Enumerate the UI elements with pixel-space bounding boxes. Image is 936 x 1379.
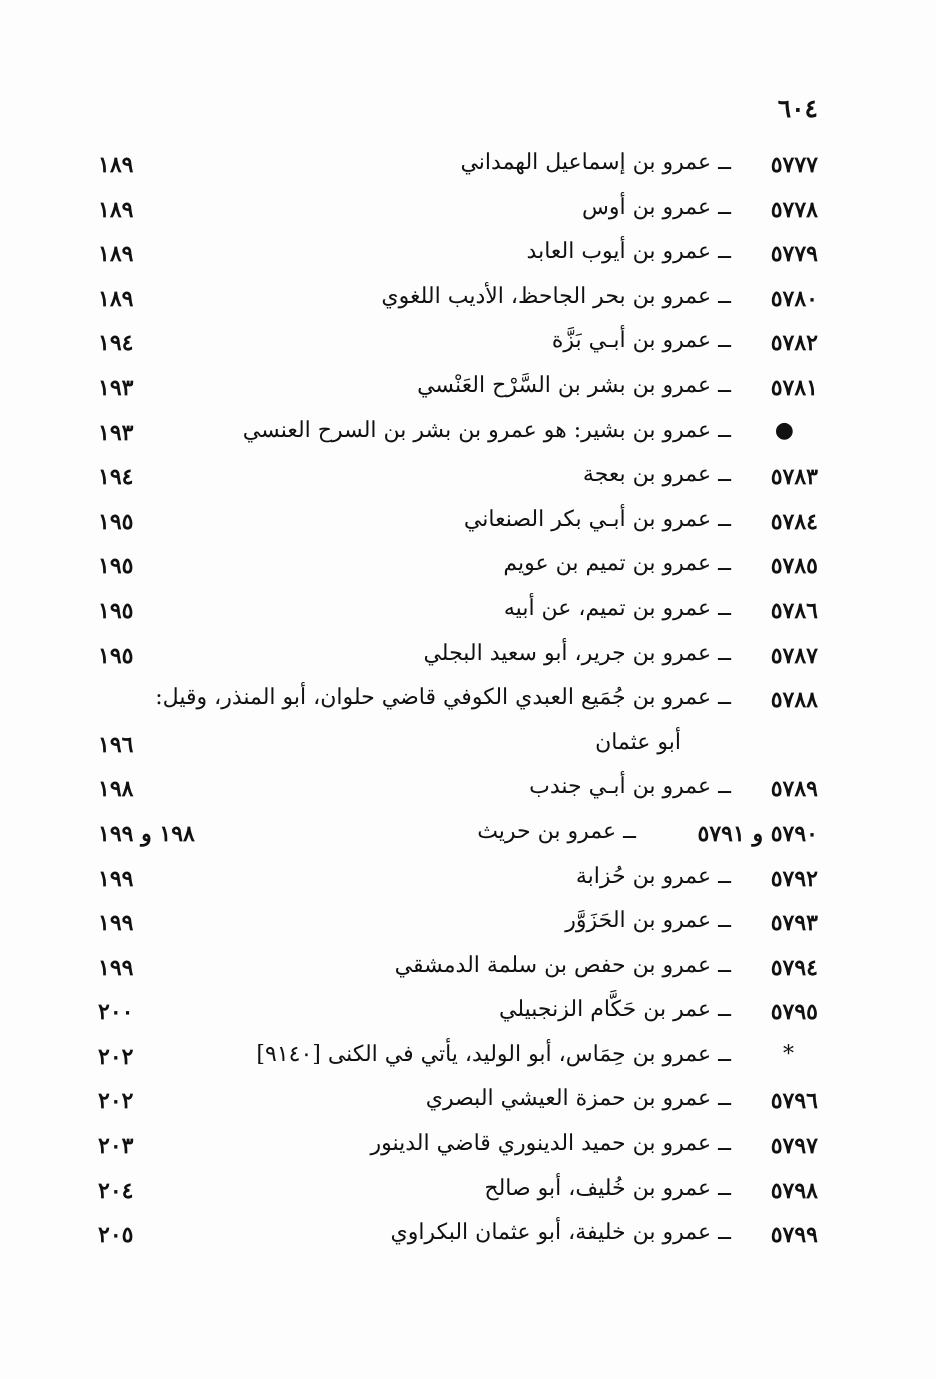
entry-page-ref: ١٩٩ — [98, 910, 134, 937]
entry-name: ــ عمرو بن بشر بن السَّرْح العَنْسي — [417, 372, 731, 398]
entry-name: ــ عمرو بن حريث — [477, 818, 636, 844]
entry-name: ــ عمرو بن جُمَيع العبدي الكوفي قاضي حلوان، أبو المنذر، وقيل: — [155, 685, 731, 711]
list-item — [0, 235, 936, 280]
index-list — [0, 146, 936, 1261]
list-item — [0, 1082, 936, 1127]
entry-name: ــ عمرو بن خليفة، أبو عثمان البكراوي — [390, 1220, 731, 1246]
entry-number: ٥٧٩٥ — [770, 999, 818, 1026]
list-item — [0, 1038, 936, 1083]
list-item — [0, 547, 936, 592]
entry-page-ref: ١٨٩ — [98, 196, 134, 223]
entry-page-ref: ١٩٨ و ١٩٩ — [98, 820, 195, 847]
entry-number: ٥٧٩٦ — [770, 1088, 818, 1115]
entry-page-ref: ١٨٩ — [98, 241, 134, 268]
entry-name: ــ عمرو بن بحر الجاحظ، الأديب اللغوي — [381, 283, 731, 309]
entry-number: ٥٧٩٤ — [770, 954, 818, 981]
list-item — [0, 324, 936, 369]
entry-page-ref: ١٩٨ — [98, 776, 134, 803]
entry-page-ref: ١٩٣ — [98, 419, 134, 446]
list-item — [0, 681, 936, 726]
entry-number: ٥٧٨١ — [770, 374, 818, 401]
entry-page-ref: ٢٠٤ — [98, 1177, 134, 1204]
entry-page-ref: ١٩٥ — [98, 642, 134, 669]
entry-number: ٥٧٨٩ — [770, 776, 818, 803]
entry-name: ــ عمرو بن إسماعيل الهمداني — [460, 150, 731, 175]
entry-number: ٥٧٨٤ — [770, 508, 818, 535]
entry-page-ref: ١٩٦ — [98, 731, 134, 758]
entry-name: ــ عمرو بن الحَزَوَّر — [565, 908, 731, 934]
list-item — [0, 815, 936, 860]
entry-name: ــ عمرو بن حِمَاس، أبو الوليد، يأتي في الكنى [٩١٤٠] — [256, 1041, 731, 1067]
entry-name: ــ عمرو بن حُزابة — [575, 863, 731, 889]
entry-number: ٥٧٩٠ و ٥٧٩١ — [697, 820, 818, 847]
list-item — [0, 458, 936, 503]
entry-name: ــ عمرو بن تميم بن عويم — [503, 551, 731, 577]
entry-page-ref: ١٩٩ — [98, 865, 134, 892]
entry-name: ــ عمرو بن بشير: هو عمرو بن بشر بن السرح العنسي — [242, 417, 731, 443]
entry-page-ref: ١٩٩ — [98, 954, 134, 981]
list-item — [0, 993, 936, 1038]
entry-page-ref: ١٩٥ — [98, 508, 134, 535]
entry-name-continuation: أبو عثمان — [595, 729, 681, 755]
list-item — [0, 949, 936, 994]
list-item — [0, 1172, 936, 1217]
list-item — [0, 1216, 936, 1261]
entry-number: ٥٧٩٩ — [770, 1222, 818, 1249]
entry-number: ٥٧٨٥ — [770, 553, 818, 580]
entry-number: ٥٧٧٧ — [770, 152, 818, 178]
entry-number: ٥٧٩٢ — [770, 865, 818, 892]
list-item — [0, 280, 936, 325]
entry-page-ref: ١٩٤ — [98, 464, 134, 491]
entry-page-ref: ١٨٩ — [98, 285, 134, 312]
list-item — [0, 414, 936, 459]
list-item — [0, 1127, 936, 1172]
entry-number: ٥٧٩٣ — [770, 910, 818, 937]
entry-name: ــ عمرو بن أبـي جندب — [529, 774, 731, 800]
bullet-marker: ● — [774, 417, 794, 443]
entry-name: ــ عمرو بن أيوب العابد — [526, 239, 731, 265]
list-item — [0, 503, 936, 548]
entry-name: ــ عمرو بن جرير، أبو سعيد البجلي — [423, 640, 731, 666]
entry-name: ــ عمرو بن تميم، عن أبيه — [503, 595, 731, 621]
entry-page-ref: ٢٠٢ — [98, 1088, 134, 1115]
entry-page-ref: ١٨٩ — [98, 152, 134, 178]
list-item — [0, 860, 936, 905]
entry-page-ref: ١٩٤ — [98, 330, 134, 357]
entry-number: ٥٧٩٧ — [770, 1133, 818, 1160]
entry-page-ref: ٢٠٣ — [98, 1133, 134, 1160]
asterisk-marker: * — [783, 1041, 794, 1067]
entry-page-ref: ١٩٥ — [98, 553, 134, 580]
entry-number: ٥٧٨٦ — [770, 597, 818, 624]
entry-page-ref: ٢٠٥ — [98, 1222, 134, 1249]
list-item — [0, 146, 936, 191]
list-item — [0, 191, 936, 236]
list-item — [0, 592, 936, 637]
entry-name: ــ عمرو بن حميد الدينوري قاضي الدينور — [370, 1131, 731, 1157]
entry-number: ٥٧٨٧ — [770, 642, 818, 669]
entry-page-ref: ١٩٣ — [98, 374, 134, 401]
entry-number: ٥٧٧٨ — [770, 196, 818, 223]
entry-name: ــ عمرو بن حمزة العيشي البصري — [425, 1086, 731, 1112]
page-number: ٦٠٤ — [777, 94, 818, 123]
list-item — [0, 904, 936, 949]
entry-number: ٥٧٨٢ — [770, 330, 818, 357]
entry-page-ref: ٢٠٢ — [98, 1043, 134, 1070]
entry-number: ٥٧٩٨ — [770, 1177, 818, 1204]
list-item — [0, 637, 936, 682]
entry-name: ــ عمرو بن أوس — [582, 194, 731, 220]
entry-name: ــ عمرو بن خُليف، أبو صالح — [484, 1175, 731, 1201]
entry-name: ــ عمر بن حَكَّام الزنجبيلي — [499, 997, 731, 1023]
entry-page-ref: ٢٠٠ — [98, 999, 134, 1026]
entry-page-ref: ١٩٥ — [98, 597, 134, 624]
entry-number: ٥٧٨٨ — [770, 687, 818, 714]
entry-name: ــ عمرو بن بعجة — [582, 462, 731, 488]
entry-name: ــ عمرو بن أبـي بكر الصنعاني — [463, 506, 731, 532]
list-item — [0, 770, 936, 815]
entry-number: ٥٧٧٩ — [770, 241, 818, 268]
entry-name: ــ عمرو بن حفص بن سلمة الدمشقي — [394, 952, 731, 978]
list-item — [0, 726, 936, 771]
list-item — [0, 369, 936, 414]
entry-name: ــ عمرو بن أبـي بَزَّة — [551, 328, 731, 354]
entry-number: ٥٧٨٣ — [770, 464, 818, 491]
entry-number: ٥٧٨٠ — [770, 285, 818, 312]
